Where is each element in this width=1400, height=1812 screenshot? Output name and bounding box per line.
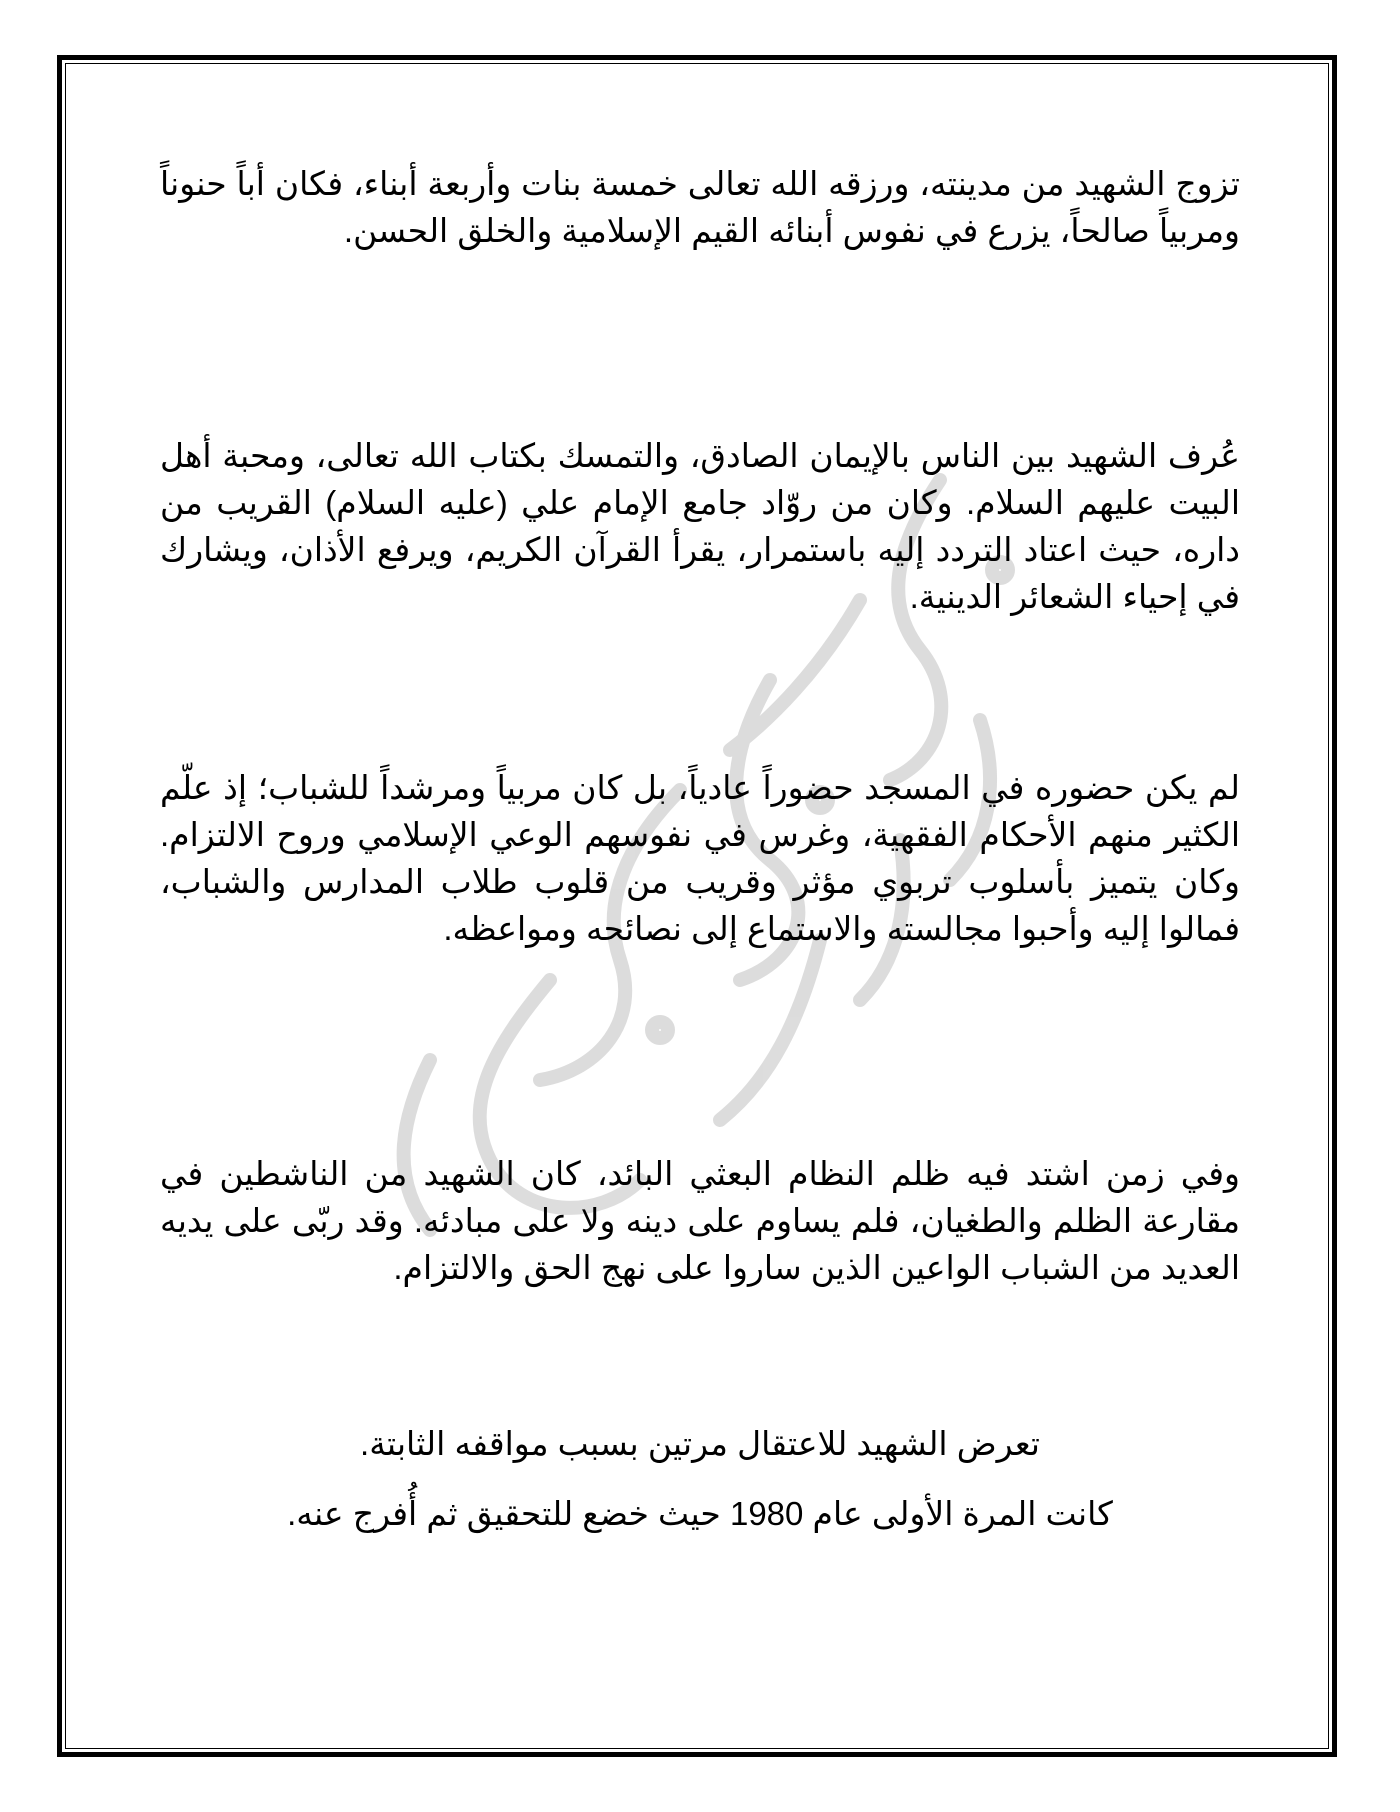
paragraph-faith xyxy=(160,432,1240,620)
paragraph-resistance xyxy=(160,1150,1240,1291)
paragraph-text: تعرض الشهيد للاعتقال مرتين بسبب مواقفه الثابتة. xyxy=(360,1425,1040,1462)
paragraph-mosque-role xyxy=(160,764,1240,952)
paragraph-text: لم يكن حضوره في المسجد حضوراً عادياً، بل كان مربياً ومرشداً للشباب؛ إذ علّم الكثير منهم الأحكام الفقهية، وغرس في نفوسهم الوعي الإسلامي وروح الالتزام. وكان يتميز بأسلوب تربوي مؤثر وقريب من قلوب طلاب المدارس والشباب، فمالوا إليه وأحبوا مجالسته والاستماع إلى نصائحه ومواعظه. xyxy=(160,769,1240,947)
paragraph-text: عُرف الشهيد بين الناس بالإيمان الصادق، والتمسك بكتاب الله تعالى، ومحبة أهل البيت عليهم السلام. وكان من روّاد جامع الإمام علي (عليه السلام) القريب من داره، حيث اعتاد التردد إليه باستمرار، يقرأ القرآن الكريم، ويرفع الأذان، ويشارك في إحياء الشعائر الدينية. xyxy=(160,437,1240,615)
paragraph-arrest xyxy=(160,1420,1240,1467)
paragraph-marriage xyxy=(160,160,1240,254)
paragraph-text: كانت المرة الأولى عام 1980 حيث خضع للتحقيق ثم أُفرج عنه. xyxy=(287,1495,1113,1532)
paragraph-text: وفي زمن اشتد فيه ظلم النظام البعثي البائد، كان الشهيد من الناشطين في مقارعة الظلم والطغيان، فلم يساوم على دينه ولا على مبادئه. وقد ربّى على يديه العديد من الشباب الواعين الذين ساروا على نهج الحق والالتزام. xyxy=(160,1155,1240,1286)
paragraph-text: تزوج الشهيد من مدينته، ورزقه الله تعالى خمسة بنات وأربعة أبناء، فكان أباً حنوناً ومربياً صالحاً، يزرع في نفوس أبنائه القيم الإسلامية والخلق الحسن. xyxy=(160,165,1240,249)
paragraph-first-arrest xyxy=(160,1490,1240,1537)
